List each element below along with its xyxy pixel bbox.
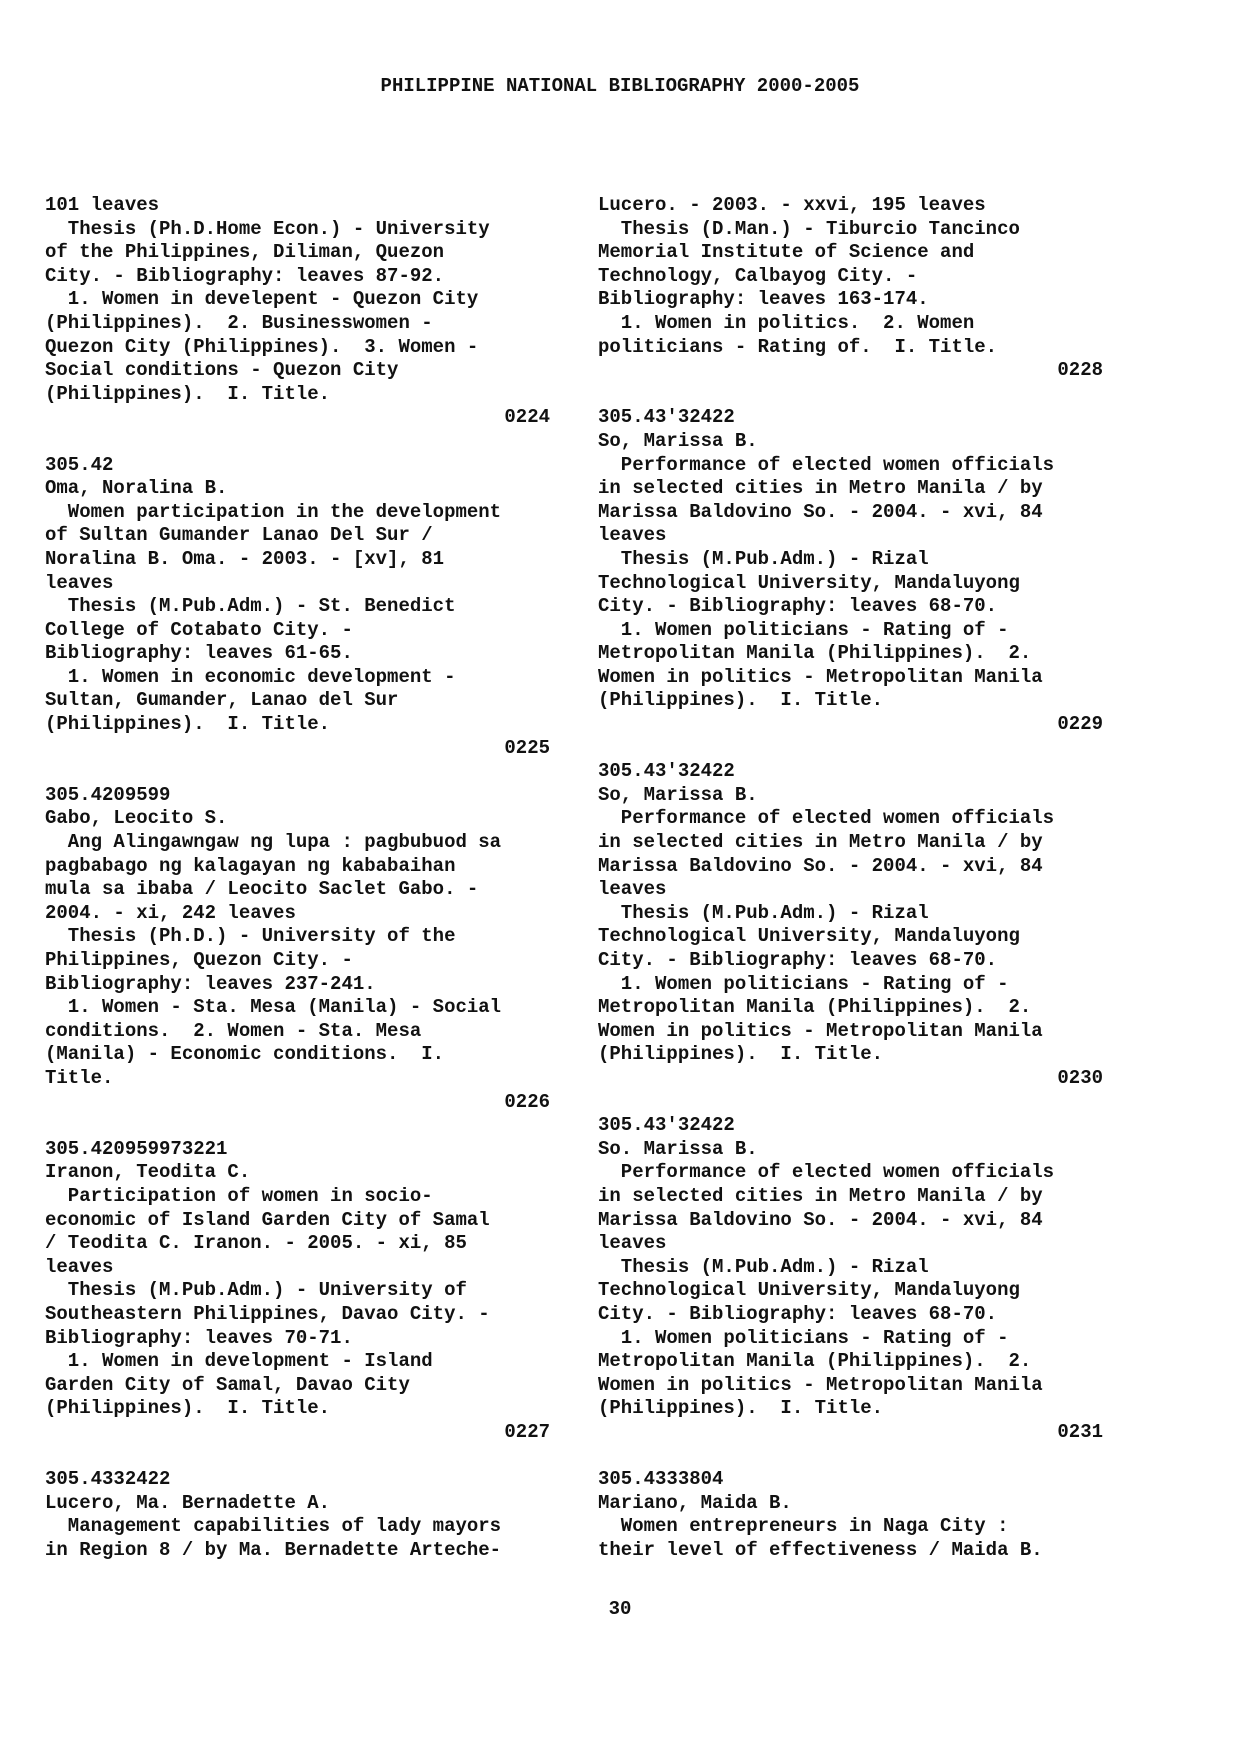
entry-line [45, 430, 550, 454]
entry-number: 0224 [504, 406, 550, 429]
entry-line: Technological University, Mandaluyong [598, 1279, 1020, 1302]
entry-line [598, 737, 1103, 761]
entry-line: Management capabilities of lady mayors [45, 1515, 502, 1538]
right-column [598, 194, 1103, 1562]
entry-number: 0228 [1057, 359, 1103, 382]
entry-line: Social conditions - Quezon City [45, 359, 399, 382]
entry-line: 1. Women in politics. 2. Women [598, 311, 975, 334]
entry-line: Thesis (M.Pub.Adm.) - University of [45, 1279, 467, 1302]
entry-line: Technology, Calbayog City. - [598, 264, 918, 287]
entry-line: Thesis (Ph.D.Home Econ.) - University [45, 217, 490, 240]
entry-line: Performance of elected women officials [598, 453, 1055, 476]
entry-line: 1. Women in develepent - Quezon City [45, 288, 479, 311]
entry-line: Technological University, Mandaluyong [598, 571, 1020, 594]
entry-line: 1. Women politicians - Rating of - [598, 618, 1009, 641]
entry-line: (Philippines). I. Title. [598, 689, 884, 712]
entry-line: 305.4209599 [45, 783, 171, 806]
entry-line: Bibliography: leaves 163-174. [598, 288, 929, 311]
entry-line [45, 1114, 550, 1138]
entry-number: 0229 [1057, 713, 1103, 736]
entry-line: Bibliography: leaves 237-241. [45, 972, 376, 995]
entry-line: Gabo, Leocito S. [45, 807, 228, 830]
entry-line: Iranon, Teodita C. [45, 1161, 251, 1184]
entry-line: in selected cities in Metro Manila / by [598, 1184, 1043, 1207]
entry-line: (Philippines). I. Title. [45, 713, 331, 736]
entry-line: City. - Bibliography: leaves 87-92. [45, 264, 445, 287]
entry-line: Marissa Baldovino So. - 2004. - xvi, 84 [598, 854, 1043, 877]
entry-line: 101 leaves [45, 194, 160, 216]
entry-line: Thesis (M.Pub.Adm.) - Rizal [598, 901, 929, 924]
entry-line: Women participation in the development [45, 500, 502, 523]
entry-line: City. - Bibliography: leaves 68-70. [598, 1302, 998, 1325]
entry-number: 0231 [1057, 1420, 1103, 1443]
entry-line: 1. Women politicians - Rating of - [598, 1326, 1009, 1349]
entry-line: Women in politics - Metropolitan Manila [598, 1019, 1043, 1042]
entry-line: Women in politics - Metropolitan Manila [598, 665, 1043, 688]
entry-line: Oma, Noralina B. [45, 477, 228, 500]
entry-line: Philippines, Quezon City. - [45, 949, 353, 971]
entry-line: (Philippines). I. Title. [45, 1397, 331, 1420]
entry-line: Noralina B. Oma. - 2003. - [xv], 81 [45, 547, 445, 570]
entry-line: in Region 8 / by Ma. Bernadette Arteche- [45, 1538, 502, 1561]
entry-line: / Teodita C. Iranon. - 2005. - xi, 85 [45, 1232, 467, 1255]
entry-line: City. - Bibliography: leaves 68-70. [598, 949, 998, 971]
entry-line: Lucero, Ma. Bernadette A. [45, 1491, 331, 1514]
entry-line: Bibliography: leaves 61-65. [45, 642, 353, 665]
entry-line: City. - Bibliography: leaves 68-70. [598, 595, 998, 618]
entry-line: economic of Island Garden City of Samal [45, 1208, 490, 1231]
entry-line: Metropolitan Manila (Philippines). 2. [598, 996, 1032, 1019]
entry-line: College of Cotabato City. - [45, 618, 353, 641]
entry-line [598, 1091, 1103, 1115]
entry-line: of Sultan Gumander Lanao Del Sur / [45, 524, 433, 547]
entry-line: (Philippines). 2. Businesswomen - [45, 311, 433, 334]
entry-line: leaves [598, 524, 667, 547]
entry-line: 1. Women - Sta. Mesa (Manila) - Social [45, 996, 502, 1019]
entry-line: pagbabago ng kalagayan ng kababaihan [45, 854, 456, 877]
entry-line [45, 760, 550, 784]
entry-line: (Philippines). I. Title. [598, 1043, 884, 1066]
entry-line: Thesis (M.Pub.Adm.) - Rizal [598, 1255, 929, 1278]
entry-line [45, 1444, 550, 1468]
entry-line: Thesis (Ph.D.) - University of the [45, 925, 456, 948]
entry-line: politicians - Rating of. I. Title. [598, 335, 998, 358]
entry-line: Title. [45, 1066, 114, 1089]
entry-line: leaves [45, 1255, 114, 1278]
entry-number: 0226 [504, 1090, 550, 1113]
entry-line: So. Marissa B. [598, 1137, 758, 1160]
entry-line: 305.43'32422 [598, 760, 735, 783]
entry-line [598, 1444, 1103, 1468]
entry-line: Marissa Baldovino So. - 2004. - xvi, 84 [598, 1208, 1043, 1231]
entry-line: Garden City of Samal, Davao City [45, 1373, 410, 1396]
entry-line: in selected cities in Metro Manila / by [598, 831, 1043, 854]
entry-line: 1. Women in development - Island [45, 1350, 433, 1373]
entry-line: Participation of women in socio- [45, 1184, 433, 1207]
entry-line: in selected cities in Metro Manila / by [598, 477, 1043, 500]
entry-line: Mariano, Maida B. [598, 1491, 792, 1514]
entry-line: leaves [598, 1232, 667, 1255]
entry-line: (Philippines). I. Title. [598, 1397, 884, 1420]
entry-line [598, 383, 1103, 407]
entry-line: 305.4333804 [598, 1468, 724, 1491]
entry-line: (Philippines). I. Title. [45, 382, 331, 405]
entry-line: Memorial Institute of Science and [598, 241, 975, 264]
entry-line: So, Marissa B. [598, 429, 758, 452]
entry-line: 2004. - xi, 242 leaves [45, 901, 296, 924]
entry-line: 1. Women in economic development - [45, 665, 456, 688]
entry-line: 1. Women politicians - Rating of - [598, 972, 1009, 995]
entry-line: their level of effectiveness / Maida B. [598, 1538, 1043, 1561]
entry-line: Sultan, Gumander, Lanao del Sur [45, 689, 399, 712]
entry-line: 305.43'32422 [598, 406, 735, 429]
entry-line: 305.42 [45, 453, 114, 476]
entry-line: leaves [45, 571, 114, 594]
entry-line: Quezon City (Philippines). 3. Women - [45, 335, 479, 358]
page-header: PHILIPPINE NATIONAL BIBLIOGRAPHY 2000-2005 [380, 75, 860, 97]
entry-number: 0225 [504, 736, 550, 759]
entry-line: Performance of elected women officials [598, 1161, 1055, 1184]
entry-line: of the Philippines, Diliman, Quezon [45, 241, 445, 264]
entry-line: Ang Alingawngaw ng lupa : pagbubuod sa [45, 831, 502, 854]
entry-line: (Manila) - Economic conditions. I. [45, 1043, 445, 1066]
entry-line: conditions. 2. Women - Sta. Mesa [45, 1019, 422, 1042]
entry-line: Southeastern Philippines, Davao City. - [45, 1302, 490, 1325]
entry-line: 305.43'32422 [598, 1114, 735, 1137]
entry-line: Marissa Baldovino So. - 2004. - xvi, 84 [598, 500, 1043, 523]
entry-line: leaves [598, 878, 667, 901]
entry-line: Metropolitan Manila (Philippines). 2. [598, 642, 1032, 665]
left-column [45, 194, 550, 1562]
entry-line: Lucero. - 2003. - xxvi, 195 leaves [598, 194, 986, 216]
entry-line: Metropolitan Manila (Philippines). 2. [598, 1350, 1032, 1373]
entry-line: Thesis (M.Pub.Adm.) - Rizal [598, 547, 929, 570]
entry-line: Bibliography: leaves 70-71. [45, 1326, 353, 1349]
entry-line: 305.4332422 [45, 1468, 171, 1491]
entry-line: So, Marissa B. [598, 783, 758, 806]
entry-line: 305.420959973221 [45, 1137, 228, 1160]
entry-line: Thesis (M.Pub.Adm.) - St. Benedict [45, 595, 456, 618]
entry-number: 0230 [1057, 1066, 1103, 1089]
entry-line: Technological University, Mandaluyong [598, 925, 1020, 948]
entry-line: mula sa ibaba / Leocito Saclet Gabo. - [45, 878, 479, 901]
entry-line: Thesis (D.Man.) - Tiburcio Tancinco [598, 217, 1020, 240]
entry-number: 0227 [504, 1420, 550, 1443]
page-number: 30 [608, 1598, 632, 1620]
entry-line: Women entrepreneurs in Naga City : [598, 1515, 1009, 1538]
entry-line: Performance of elected women officials [598, 807, 1055, 830]
entry-line: Women in politics - Metropolitan Manila [598, 1373, 1043, 1396]
